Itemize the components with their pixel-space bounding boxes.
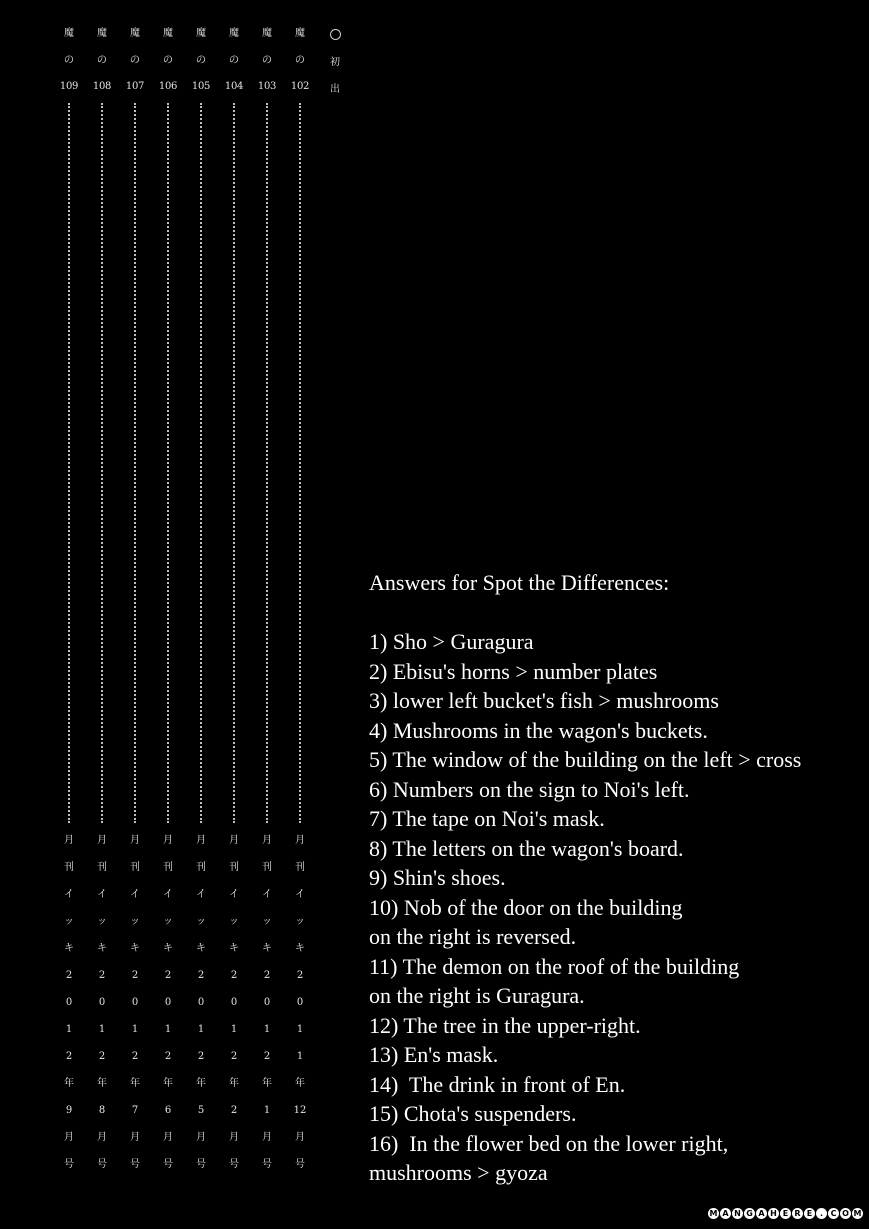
credit-date-char: 刊 bbox=[130, 862, 140, 873]
credit-date-char: 月 bbox=[97, 835, 107, 846]
dotted-leader bbox=[167, 103, 169, 823]
credit-date-char: 2 bbox=[230, 1051, 238, 1062]
credit-date-char: 1 bbox=[263, 1105, 271, 1116]
credit-date-char: 2 bbox=[263, 1051, 271, 1062]
credit-date-char: 刊 bbox=[262, 862, 272, 873]
credit-prefix: 魔 bbox=[262, 28, 272, 39]
credit-date-char: キ bbox=[64, 943, 74, 954]
answer-line: 9) Shin's shoes. bbox=[369, 865, 506, 890]
answer-line: 6) Numbers on the sign to Noi's left. bbox=[369, 776, 690, 802]
credits-header bbox=[323, 28, 347, 111]
answer-line: 7) The tape on Noi's mask. bbox=[369, 806, 605, 831]
credit-volume: 107 bbox=[125, 81, 145, 92]
dotted-leader bbox=[200, 103, 202, 823]
answer-line: 10) Nob of the door on the building bbox=[369, 894, 683, 920]
credit-prefix: 魔 bbox=[229, 28, 239, 39]
publication-credits bbox=[0, 0, 360, 1229]
credit-date-char: 1 bbox=[296, 1051, 304, 1062]
answer-line: on the right is Guragura. bbox=[369, 983, 585, 1008]
watermark-letter: M bbox=[853, 1209, 862, 1218]
answer-line: 8) The letters on the wagon's board. bbox=[369, 835, 684, 861]
credit-date-char: 月 bbox=[130, 835, 140, 846]
credit-date-char: 月 bbox=[229, 1132, 239, 1143]
credit-date-char: 年 bbox=[295, 1078, 305, 1089]
credit-date-char: 1 bbox=[197, 1024, 205, 1035]
credit-date-char: 0 bbox=[65, 997, 73, 1008]
credit-date-char: 2 bbox=[98, 1051, 106, 1062]
credit-date-char: 2 bbox=[131, 970, 139, 981]
dotted-leader bbox=[233, 103, 235, 823]
credit-date-char: 刊 bbox=[163, 862, 173, 873]
credit-date-char: 年 bbox=[262, 1078, 272, 1089]
credit-date-char: キ bbox=[295, 943, 305, 954]
credit-date-char: 2 bbox=[98, 970, 106, 981]
credit-date-char: 月 bbox=[229, 835, 239, 846]
credit-date-char: 0 bbox=[263, 997, 271, 1008]
watermark-letter: G bbox=[744, 1208, 755, 1219]
credit-no: の bbox=[163, 55, 173, 66]
credit-date-char: 7 bbox=[131, 1105, 139, 1116]
watermark-letter: A bbox=[720, 1208, 731, 1219]
answer-line: mushrooms > gyoza bbox=[369, 1160, 548, 1185]
credit-date-char: 0 bbox=[131, 997, 139, 1008]
credit-prefix: 魔 bbox=[130, 28, 140, 39]
credit-date-char: ッ bbox=[295, 916, 305, 927]
credit-date-char: キ bbox=[97, 943, 107, 954]
credit-date bbox=[189, 835, 213, 1171]
credit-date-char: 2 bbox=[65, 1051, 73, 1062]
credit-prefix: 魔 bbox=[295, 28, 305, 39]
answer-line: 14) The drink in front of En. bbox=[369, 1071, 626, 1097]
credit-date-char: キ bbox=[262, 943, 272, 954]
credit-date-char: 1 bbox=[296, 1024, 304, 1035]
answer-line: 11) The demon on the roof of the building bbox=[369, 953, 740, 979]
credit-date-char: 2 bbox=[197, 1051, 205, 1062]
watermark-letter: E bbox=[780, 1208, 791, 1219]
credit-date-char: 1 bbox=[230, 1024, 238, 1035]
credit-volume: 102 bbox=[290, 81, 310, 92]
credit-date-char: 年 bbox=[64, 1078, 74, 1089]
credit-date-char: 2 bbox=[65, 970, 73, 981]
credit-date-char: 1 bbox=[263, 1024, 271, 1035]
credit-date-char: 号 bbox=[163, 1159, 173, 1170]
credit-date-char: 号 bbox=[262, 1159, 272, 1170]
credit-column bbox=[222, 28, 246, 1171]
credit-date-char: イ bbox=[97, 889, 107, 900]
credit-date-char: キ bbox=[130, 943, 140, 954]
credit-date-char: 刊 bbox=[229, 862, 239, 873]
credit-column bbox=[90, 28, 114, 1171]
credit-date-char: 月 bbox=[262, 835, 272, 846]
credit-date-char: 8 bbox=[98, 1105, 106, 1116]
credit-no: の bbox=[97, 55, 107, 66]
credit-date-char: 年 bbox=[163, 1078, 173, 1089]
answer-line: 1) Sho > Guragura bbox=[369, 629, 534, 654]
credit-date-char: 号 bbox=[97, 1159, 107, 1170]
credit-date-char: 0 bbox=[230, 997, 238, 1008]
answer-line: 16) In the flower bed on the lower right, bbox=[369, 1130, 729, 1156]
answers-title: Answers for Spot the Differences: bbox=[369, 570, 670, 595]
credit-date-char: 年 bbox=[229, 1078, 239, 1089]
credit-date-char: 1 bbox=[164, 1024, 172, 1035]
watermark-letter: A bbox=[756, 1208, 767, 1219]
credit-date-char: キ bbox=[229, 943, 239, 954]
answer-line: 4) Mushrooms in the wagon's buckets. bbox=[369, 717, 708, 743]
credit-date-char: 月 bbox=[163, 1132, 173, 1143]
watermark-letter: . bbox=[816, 1208, 827, 1219]
watermark-letter: O bbox=[840, 1208, 851, 1219]
credit-date-char: 0 bbox=[98, 997, 106, 1008]
credits-header-char-1: 初 bbox=[330, 57, 340, 68]
credit-column bbox=[123, 28, 147, 1171]
answer-line: 15) Chota's suspenders. bbox=[369, 1101, 577, 1126]
credit-date-char: 月 bbox=[64, 1132, 74, 1143]
credit-date-char: 9 bbox=[65, 1105, 73, 1116]
credit-date-char: イ bbox=[196, 889, 206, 900]
credit-date-char: イ bbox=[130, 889, 140, 900]
credit-date-char: ッ bbox=[229, 916, 239, 927]
credit-date-char: 1 bbox=[65, 1024, 73, 1035]
credit-date bbox=[288, 835, 312, 1171]
credit-date-char: ッ bbox=[262, 916, 272, 927]
answer-line: 3) lower left bucket's fish > mushrooms bbox=[369, 688, 719, 713]
credit-date-char: 2 bbox=[131, 1051, 139, 1062]
credit-date-char: 月 bbox=[130, 1132, 140, 1143]
credit-date-char: 月 bbox=[295, 1132, 305, 1143]
dotted-leader bbox=[68, 103, 70, 823]
credit-date bbox=[90, 835, 114, 1171]
credit-date-char: 0 bbox=[197, 997, 205, 1008]
credit-prefix: 魔 bbox=[196, 28, 206, 39]
dotted-leader bbox=[101, 103, 103, 823]
credit-date-char: 刊 bbox=[196, 862, 206, 873]
credit-date-char: ッ bbox=[64, 916, 74, 927]
credit-date-char: イ bbox=[295, 889, 305, 900]
answers-list bbox=[369, 627, 864, 1188]
credit-no: の bbox=[229, 55, 239, 66]
credit-date-char: 刊 bbox=[295, 862, 305, 873]
credit-date-char: 月 bbox=[196, 835, 206, 846]
dotted-leader bbox=[299, 103, 301, 823]
credit-date-char: 月 bbox=[64, 835, 74, 846]
credit-date-char: 2 bbox=[230, 970, 238, 981]
credit-no: の bbox=[262, 55, 272, 66]
credit-date-char: 月 bbox=[295, 835, 305, 846]
credit-date-char: 5 bbox=[197, 1105, 205, 1116]
credit-column bbox=[288, 28, 312, 1171]
credit-date-char: ッ bbox=[196, 916, 206, 927]
credit-date-char: イ bbox=[64, 889, 74, 900]
credit-date-char: イ bbox=[262, 889, 272, 900]
credit-date-char: 年 bbox=[97, 1078, 107, 1089]
dotted-leader bbox=[134, 103, 136, 823]
credit-date-char: 月 bbox=[163, 835, 173, 846]
credit-date bbox=[255, 835, 279, 1171]
credit-date-char: 刊 bbox=[97, 862, 107, 873]
credit-volume: 103 bbox=[257, 81, 277, 92]
credit-date-char: キ bbox=[163, 943, 173, 954]
credit-column bbox=[57, 28, 81, 1171]
watermark-letter: N bbox=[732, 1208, 743, 1219]
credit-date-char: 2 bbox=[230, 1105, 238, 1116]
credit-date-char: 6 bbox=[164, 1105, 172, 1116]
credit-date-char: 2 bbox=[197, 970, 205, 981]
credit-date-char: 刊 bbox=[64, 862, 74, 873]
credit-date-char: イ bbox=[229, 889, 239, 900]
answer-line: 2) Ebisu's horns > number plates bbox=[369, 658, 658, 684]
credit-date-char: 年 bbox=[196, 1078, 206, 1089]
credit-date-char: ッ bbox=[163, 916, 173, 927]
credit-date-char: 年 bbox=[130, 1078, 140, 1089]
credit-date bbox=[123, 835, 147, 1171]
watermark bbox=[708, 1208, 863, 1219]
credit-column bbox=[156, 28, 180, 1171]
credit-column bbox=[189, 28, 213, 1171]
circle-mark-icon bbox=[330, 29, 341, 40]
answer-line: 13) En's mask. bbox=[369, 1042, 499, 1067]
credit-date-char: 2 bbox=[164, 1051, 172, 1062]
dotted-leader bbox=[266, 103, 268, 823]
credit-volume: 106 bbox=[158, 81, 178, 92]
answer-line: on the right is reversed. bbox=[369, 924, 577, 949]
credit-date-char: 月 bbox=[97, 1132, 107, 1143]
credit-volume: 105 bbox=[191, 81, 211, 92]
credit-date-char: 1 bbox=[98, 1024, 106, 1035]
credit-volume: 109 bbox=[59, 81, 79, 92]
watermark-letter: C bbox=[828, 1208, 839, 1219]
credit-no: の bbox=[130, 55, 140, 66]
credit-date bbox=[222, 835, 246, 1171]
credit-date-char: ッ bbox=[130, 916, 140, 927]
credit-date-char: 1 bbox=[131, 1024, 139, 1035]
credit-date-char: 12 bbox=[293, 1105, 307, 1116]
credit-date-char: 月 bbox=[196, 1132, 206, 1143]
answer-line: 5) The window of the building on the left > cross bbox=[369, 747, 802, 772]
credit-date-char: 0 bbox=[164, 997, 172, 1008]
credit-date-char: 2 bbox=[263, 970, 271, 981]
credit-date-char: 2 bbox=[296, 970, 304, 981]
credit-no: の bbox=[196, 55, 206, 66]
credit-date bbox=[57, 835, 81, 1171]
credit-date-char: ッ bbox=[97, 916, 107, 927]
credit-date-char: 0 bbox=[296, 997, 304, 1008]
watermark-letter: R bbox=[792, 1208, 803, 1219]
credit-date-char: 2 bbox=[164, 970, 172, 981]
credit-prefix: 魔 bbox=[163, 28, 173, 39]
credit-date-char: 月 bbox=[262, 1132, 272, 1143]
credit-column bbox=[255, 28, 279, 1171]
answer-line: 12) The tree in the upper-right. bbox=[369, 1012, 641, 1038]
credit-date-char: 号 bbox=[64, 1159, 74, 1170]
credit-no: の bbox=[64, 55, 74, 66]
credit-volume: 108 bbox=[92, 81, 112, 92]
credit-prefix: 魔 bbox=[97, 28, 107, 39]
credits-header-char-2: 出 bbox=[330, 84, 340, 95]
credit-date-char: キ bbox=[196, 943, 206, 954]
credit-date-char: 号 bbox=[295, 1159, 305, 1170]
credit-no: の bbox=[295, 55, 305, 66]
credit-date-char: 号 bbox=[196, 1159, 206, 1170]
watermark-letter: M bbox=[709, 1209, 718, 1218]
credit-volume: 104 bbox=[224, 81, 244, 92]
credit-prefix: 魔 bbox=[64, 28, 74, 39]
credit-date-char: 号 bbox=[229, 1159, 239, 1170]
watermark-letter: H bbox=[768, 1208, 779, 1219]
credit-date-char: イ bbox=[163, 889, 173, 900]
watermark-letter: E bbox=[804, 1208, 815, 1219]
credit-date-char: 号 bbox=[130, 1159, 140, 1170]
credit-date bbox=[156, 835, 180, 1171]
answers-section bbox=[369, 568, 864, 1188]
